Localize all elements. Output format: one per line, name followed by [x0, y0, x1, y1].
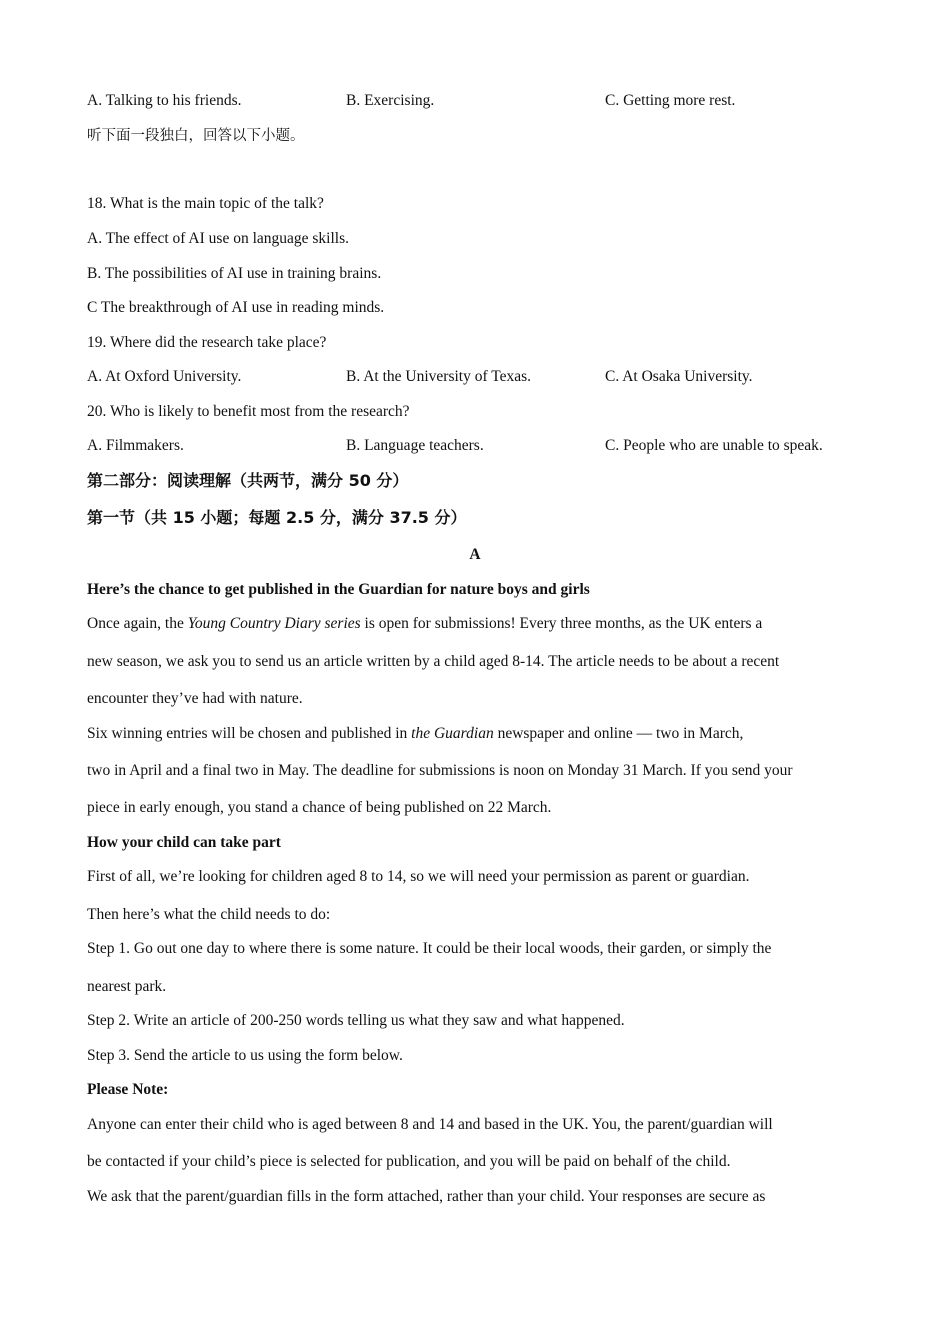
passage-p1-line1 [87, 614, 762, 634]
q19-option-c: C. At Osaka University. [605, 368, 753, 385]
p1-line1-pre: Once again, the [87, 615, 188, 632]
q18-option-b: B. The possibilities of AI use in training brains. [87, 265, 382, 282]
note-heading: Please Note: [87, 1081, 169, 1098]
series-name: Young Country Diary series [187, 615, 361, 632]
q19-option-b: B. At the University of Texas. [346, 368, 532, 385]
step3: Step 3. Send the article to us using the form below. [87, 1047, 403, 1064]
q19-option-a: A. At Oxford University. [87, 368, 242, 385]
q19-options [0, 367, 950, 387]
passage-p3-line2: Then here’s what the child needs to do: [87, 906, 331, 923]
newspaper-name: the Guardian [411, 725, 494, 742]
passage-p1-line2: new season, we ask you to send us an article written by a child aged 8-14. The article needs to be about a recent [87, 653, 780, 670]
q19-stem: 19. Where did the research take place? [87, 334, 327, 351]
q18-stem: 18. What is the main topic of the talk? [87, 195, 324, 212]
q18-option-c: C The breakthrough of AI use in reading minds. [87, 299, 385, 316]
passage-subhead: How your child can take part [87, 834, 281, 851]
step1-line1: Step 1. Go out one day to where there is some nature. It could be their local woods, their garden, or simply the [87, 940, 772, 957]
q20-option-b: B. Language teachers. [346, 437, 484, 454]
q20-option-a: A. Filmmakers. [87, 437, 184, 454]
section1-heading: 第一节（共 15 小题；每题 2.5 分，满分 37.5 分） [87, 508, 467, 527]
passage-p2-line3: piece in early enough, you stand a chance of being published on 22 March. [87, 799, 552, 816]
passage-p4-line2: be contacted if your child’s piece is selected for publication, and you will be paid on behalf of the child. [87, 1153, 731, 1170]
passage-p2-line1 [87, 724, 743, 744]
passage-title: Here’s the chance to get published in the Guardian for nature boys and girls [87, 581, 590, 598]
q17-options [0, 91, 950, 111]
q17-option-c: C. Getting more rest. [605, 92, 736, 109]
p2-line1-pre: Six winning entries will be chosen and published in [87, 725, 412, 742]
step1-line2: nearest park. [87, 978, 167, 995]
passage-p2-line2: two in April and a final two in May. The deadline for submissions is noon on Monday 31 March. If you send your [87, 762, 793, 779]
q18-option-a: A. The effect of AI use on language skills. [87, 230, 350, 247]
step2: Step 2. Write an article of 200-250 words telling us what they saw and what happened. [87, 1012, 625, 1029]
passage-p3-line1: First of all, we’re looking for children aged 8 to 14, so we will need your permission as parent or guardian. [87, 868, 750, 885]
q17-option-b: B. Exercising. [346, 92, 435, 109]
passage-p5-line1: We ask that the parent/guardian fills in the form attached, rather than your child. Your responses are secure as [87, 1188, 766, 1205]
passage-p4-line1: Anyone can enter their child who is aged between 8 and 14 and based in the UK. You, the parent/guardian will [87, 1116, 773, 1133]
passage-label: A [469, 546, 481, 563]
part2-heading: 第二部分：阅读理解（共两节，满分 50 分） [87, 471, 409, 490]
q20-option-c: C. People who are unable to speak. [605, 437, 823, 454]
p2-line1-post: newspaper and online — two in March, [493, 725, 744, 742]
q20-stem: 20. Who is likely to benefit most from the research? [87, 403, 410, 420]
p1-line1-post: is open for submissions! Every three months, as the UK enters a [360, 615, 763, 632]
q17-option-a: A. Talking to his friends. [87, 92, 242, 109]
q20-options [0, 436, 950, 456]
passage-p1-line3: encounter they’ve had with nature. [87, 690, 303, 707]
monologue-instruction: 听下面一段独白，回答以下小题。 [87, 128, 305, 144]
